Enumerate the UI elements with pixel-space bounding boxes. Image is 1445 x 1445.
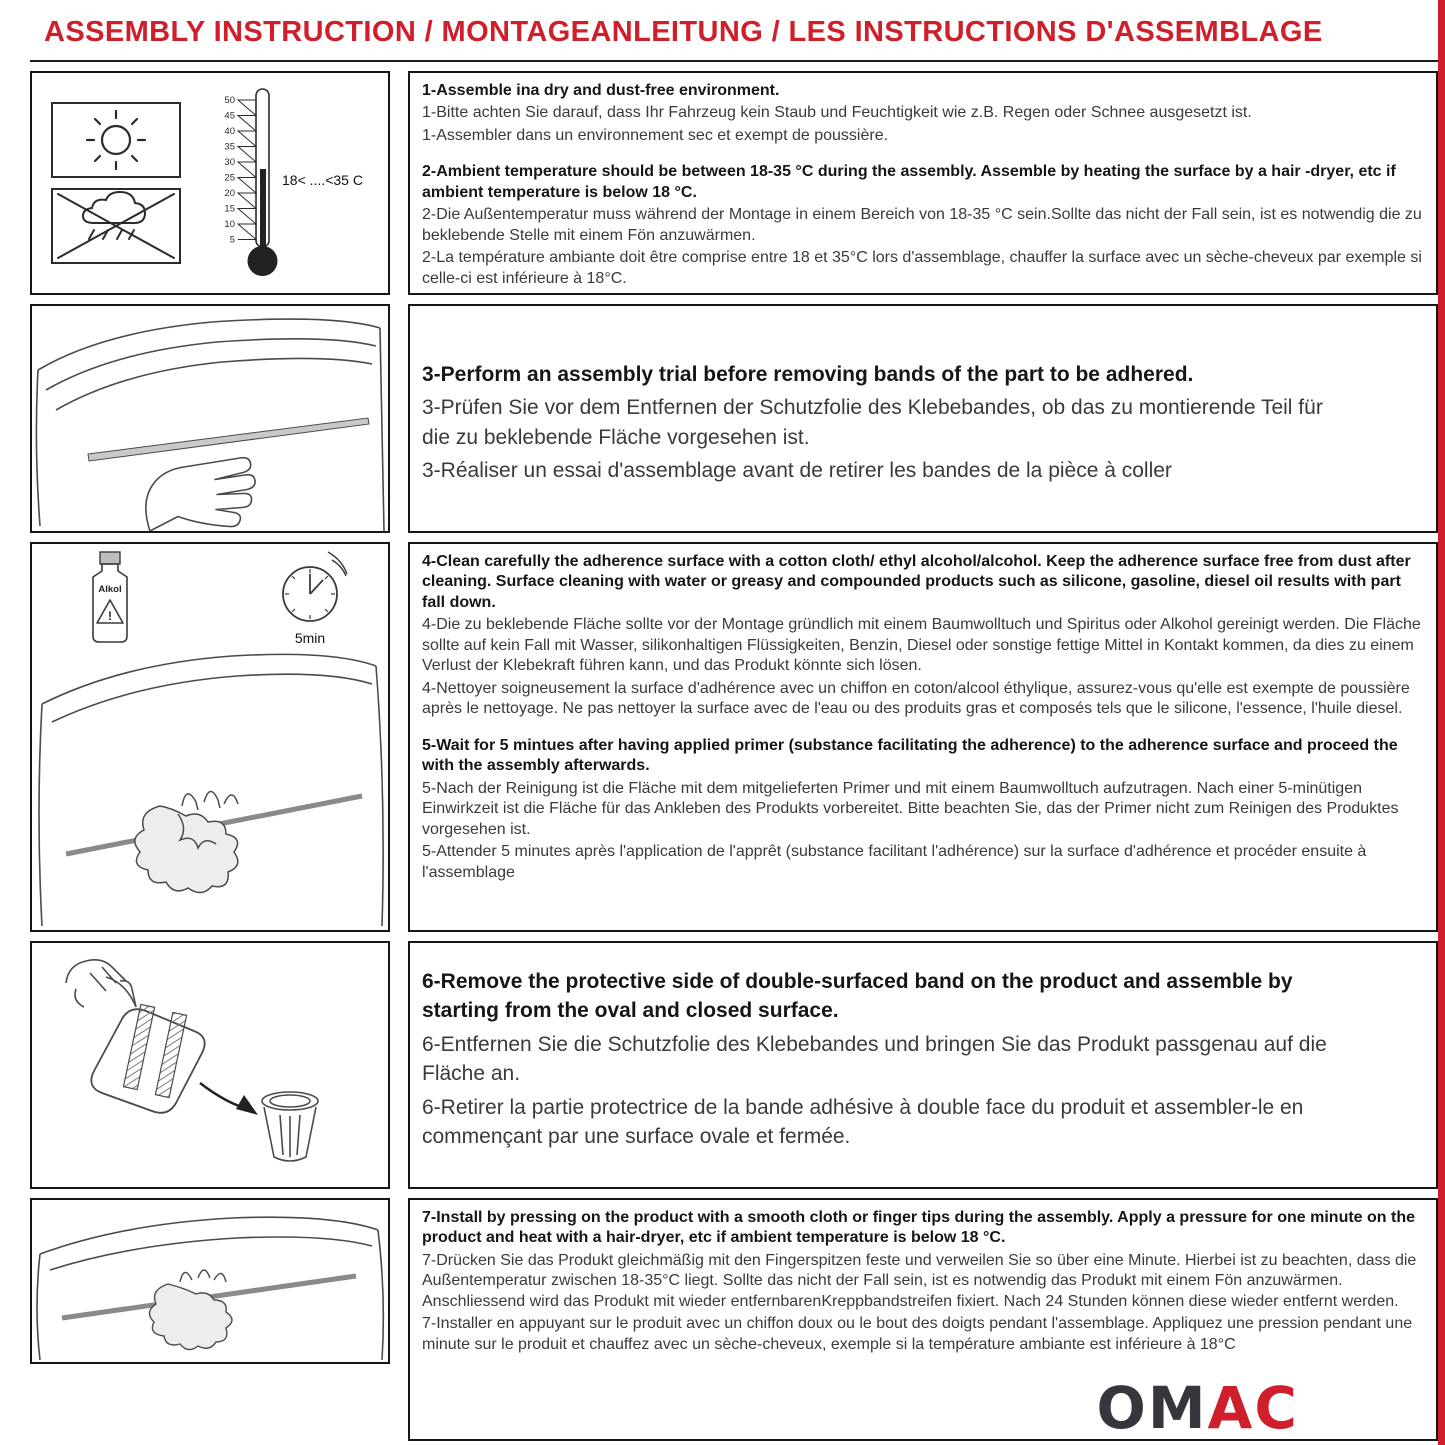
step2-fr: 2-La température ambiante doit être comprise entre 18 et 35°C lors d'assemblage, chauffer la surface avec un sèche-cheveux par exemple si celle-ci est inférieure à 18°C.: [422, 249, 1422, 287]
logo-text-red: AC: [1207, 1374, 1299, 1442]
step-row-1-2: [30, 71, 1445, 295]
alcohol-label: Alkol: [98, 584, 122, 595]
cloth-icon: [135, 806, 238, 893]
trial-fit-sketch: [32, 306, 388, 531]
trash-can-icon: [262, 1092, 318, 1161]
step-row-6: [30, 941, 1445, 1189]
step7-fr: 7-Installer en appuyant sur le produit avec un chiffon doux ou le bout des doigts pendant l'assemblage. Appliquez une pression pendant une minute sur le produit et chauffez avec un sèche-cheveux, exemple si la température ambiante est inférieure à 18°C: [422, 1315, 1413, 1353]
thermo-tick-label: 20: [224, 188, 235, 199]
clock-label: 5min: [294, 630, 326, 646]
clock-icon: [283, 552, 347, 621]
clean-surface-illustration: [30, 542, 390, 932]
adhesive-band: [123, 1004, 154, 1089]
hand-icon: [66, 960, 136, 1007]
step3-fr: 3-Réaliser un essai d'assemblage avant de retirer les bandes de la pièce à coller: [422, 459, 1172, 483]
title-divider: [30, 60, 1438, 62]
trim-strip: [88, 418, 369, 461]
step3-de: 3-Prüfen Sie vor dem Entfernen der Schutzfolie des Klebebandes, ob das zu montierende Teil für die zu beklebende Fläche vorgesehen ist.: [422, 396, 1323, 449]
page-title: ASSEMBLY INSTRUCTION / MONTAGEANLEITUNG / LES INSTRUCTIONS D'ASSEMBLAGE: [44, 16, 1323, 48]
step-4-5-text: [408, 542, 1438, 932]
thermometer-icon: [224, 89, 363, 276]
step-6-text: [408, 941, 1438, 1189]
temperature-range-label: 18< ....<35 C: [282, 172, 363, 188]
step5-en: 5-Wait for 5 mintues after having applied primer (substance facilitating the adherence) to the adherence surface and proceed the with the assembly afterwards.: [422, 736, 1398, 775]
environment-temperature-illustration: [30, 71, 390, 295]
hand-icon: [182, 791, 238, 810]
thermo-tick-label: 35: [224, 141, 235, 153]
press-product-illustration: [30, 1198, 390, 1364]
thermo-tick-label: 50: [224, 95, 235, 106]
logo-text-black: OM: [1096, 1374, 1208, 1442]
step6-fr: 6-Retirer la partie protectrice de la bande adhésive à double face du produit et assembler-le en commençant par une surface ovale et fermée.: [422, 1095, 1304, 1148]
step2-en: 2-Ambient temperature should be between 18-35 °C during the assembly. Assemble by heating the surface by a hair -dryer, etc if ambient temperature is below 18 °C.: [422, 163, 1396, 201]
step5-de: 5-Nach der Reinigung ist die Fläche mit dem mitgelieferten Primer und mit einem Baumwolltuch aufzutragen. Nach einer 5-minütigen Einwirkzeit ist die Fläche für das Ankleben des Produkts vorbereitet. Bitte beachten Sie, das der Primer nicht zum Reinigen des Produktes vorgesehen ist.: [422, 779, 1399, 838]
step-3-text: [408, 304, 1438, 533]
remove-band-sketch: [32, 943, 388, 1187]
step1-fr: 1-Assembler dans un environnement sec et exempt de poussière.: [422, 126, 889, 144]
step-row-3: [30, 304, 1445, 533]
step3-en: 3-Perform an assembly trial before removing bands of the part to be adhered.: [422, 363, 1194, 386]
step1-de: 1-Bitte achten Sie darauf, dass Ihr Fahrzeug kein Staub und Feuchtigkeit wie z.B. Regen oder Schnee ausgesetzt ist.: [422, 104, 1252, 122]
step4-de: 4-Die zu beklebende Fläche sollte vor der Montage gründlich mit einem Baumwolltuch und Spiritus oder Alkohol gereinigt werden. Die Fläche sollte auf kein Fall mit Wasser, silikonhaltigen Flüssigkeiten, Benzin, Diesel oder sonstige fettige Mittel in Kontakt kommen, da dies zu einem Verlust der Klebekraft führen kann, und das Produkt könnte sich lösen.: [422, 616, 1421, 675]
thermo-tick-label: 10: [224, 219, 235, 230]
remove-band-illustration: [30, 941, 390, 1189]
alcohol-bottle-icon: [93, 552, 127, 642]
step1-2-icons: [32, 73, 388, 293]
press-product-sketch: [32, 1200, 388, 1362]
thermo-tick-label: 5: [229, 234, 235, 246]
page-edge-accent: [1438, 0, 1445, 1445]
clean-surface-sketch: [32, 544, 388, 930]
warning-icon: [97, 600, 123, 623]
thermo-tick-label: 25: [224, 172, 235, 184]
no-rain-icon: [58, 192, 174, 258]
step7-en: 7-Install by pressing on the product with a smooth cloth or finger tips during the assembly. Apply a pressure for one minute on the product and heat with a hair-dryer, etc if ambient temperature is below 18 °C.: [422, 1209, 1415, 1247]
step6-de: 6-Entfernen Sie die Schutzfolie des Klebebandes und bringen Sie das Produkt passgenau auf die Fläche an.: [422, 1032, 1327, 1086]
thermo-tick-label: 30: [224, 157, 235, 168]
sun-icon: [87, 111, 145, 169]
step4-en: 4-Clean carefully the adherence surface with a cotton cloth/ ethyl alcohol/alcohol. Keep the adherence surface free from dust after cleaning. Surface cleaning with water or greasy and compounded products such as silicone, gasoline, diesel oil results with part fall down.: [422, 553, 1411, 611]
trial-fit-illustration: [30, 304, 390, 533]
step7-de: 7-Drücken Sie das Produkt gleichmäßig mit den Fingerspitzen feste und verweilen Sie so über eine Minute. Hierbei ist zu beachten, dass die Außentemperatur zwischen 18-35°C liegt. Sollte das nicht der Fall sein, ist es notwendig das Produkt mit einem Fön anzuwärmen. Anschliessend wird das Produkt mit wieder entfernbarenKreppbandstreifen fixiert. Nach 24 Stunden können diese wieder entfernt werden.: [422, 1251, 1417, 1310]
hand-icon: [180, 1270, 226, 1282]
step6-en: 6-Remove the protective side of double-surfaced band on the product and assemble by starting from the oval and closed surface.: [422, 970, 1293, 1023]
arrow-icon: [200, 1083, 258, 1115]
step5-fr: 5-Attender 5 minutes après l'application de l'apprêt (substance facilitant l'adhérence) sur la surface d'adhérence et procéder ensuite à l'assemblage: [422, 843, 1367, 881]
omac-logo: [1091, 1374, 1305, 1442]
hand-icon: [146, 458, 255, 531]
warning-mark: !: [108, 609, 112, 623]
step1-en: 1-Assemble ina dry and dust-free environment.: [422, 82, 780, 99]
thermo-tick-label: 45: [224, 110, 235, 122]
step2-de: 2-Die Außentemperatur muss während der Montage in einem Bereich von 18-35 °C sein.Sollte das nicht der Fall sein, ist es notwendig die zu beklebende Stelle mit einem Fön anzuwärmen.: [422, 206, 1422, 244]
thermo-tick-label: 40: [224, 126, 235, 137]
step4-fr: 4-Nettoyer soigneusement la surface d'adhérence avec un chiffon en coton/alcool éthylique, assurez-vous qu'elle est exempte de poussière après le nettoyage. Ne pas nettoyer la surface avec de l'eau ou des produits gras et composés tels que le silicone, l'essence, l'huile diesel.: [422, 679, 1410, 718]
step-row-4-5: [30, 542, 1445, 932]
adhesive-band: [155, 1012, 186, 1097]
thermo-tick-label: 15: [224, 203, 235, 215]
step-1-2-text: [408, 71, 1438, 295]
